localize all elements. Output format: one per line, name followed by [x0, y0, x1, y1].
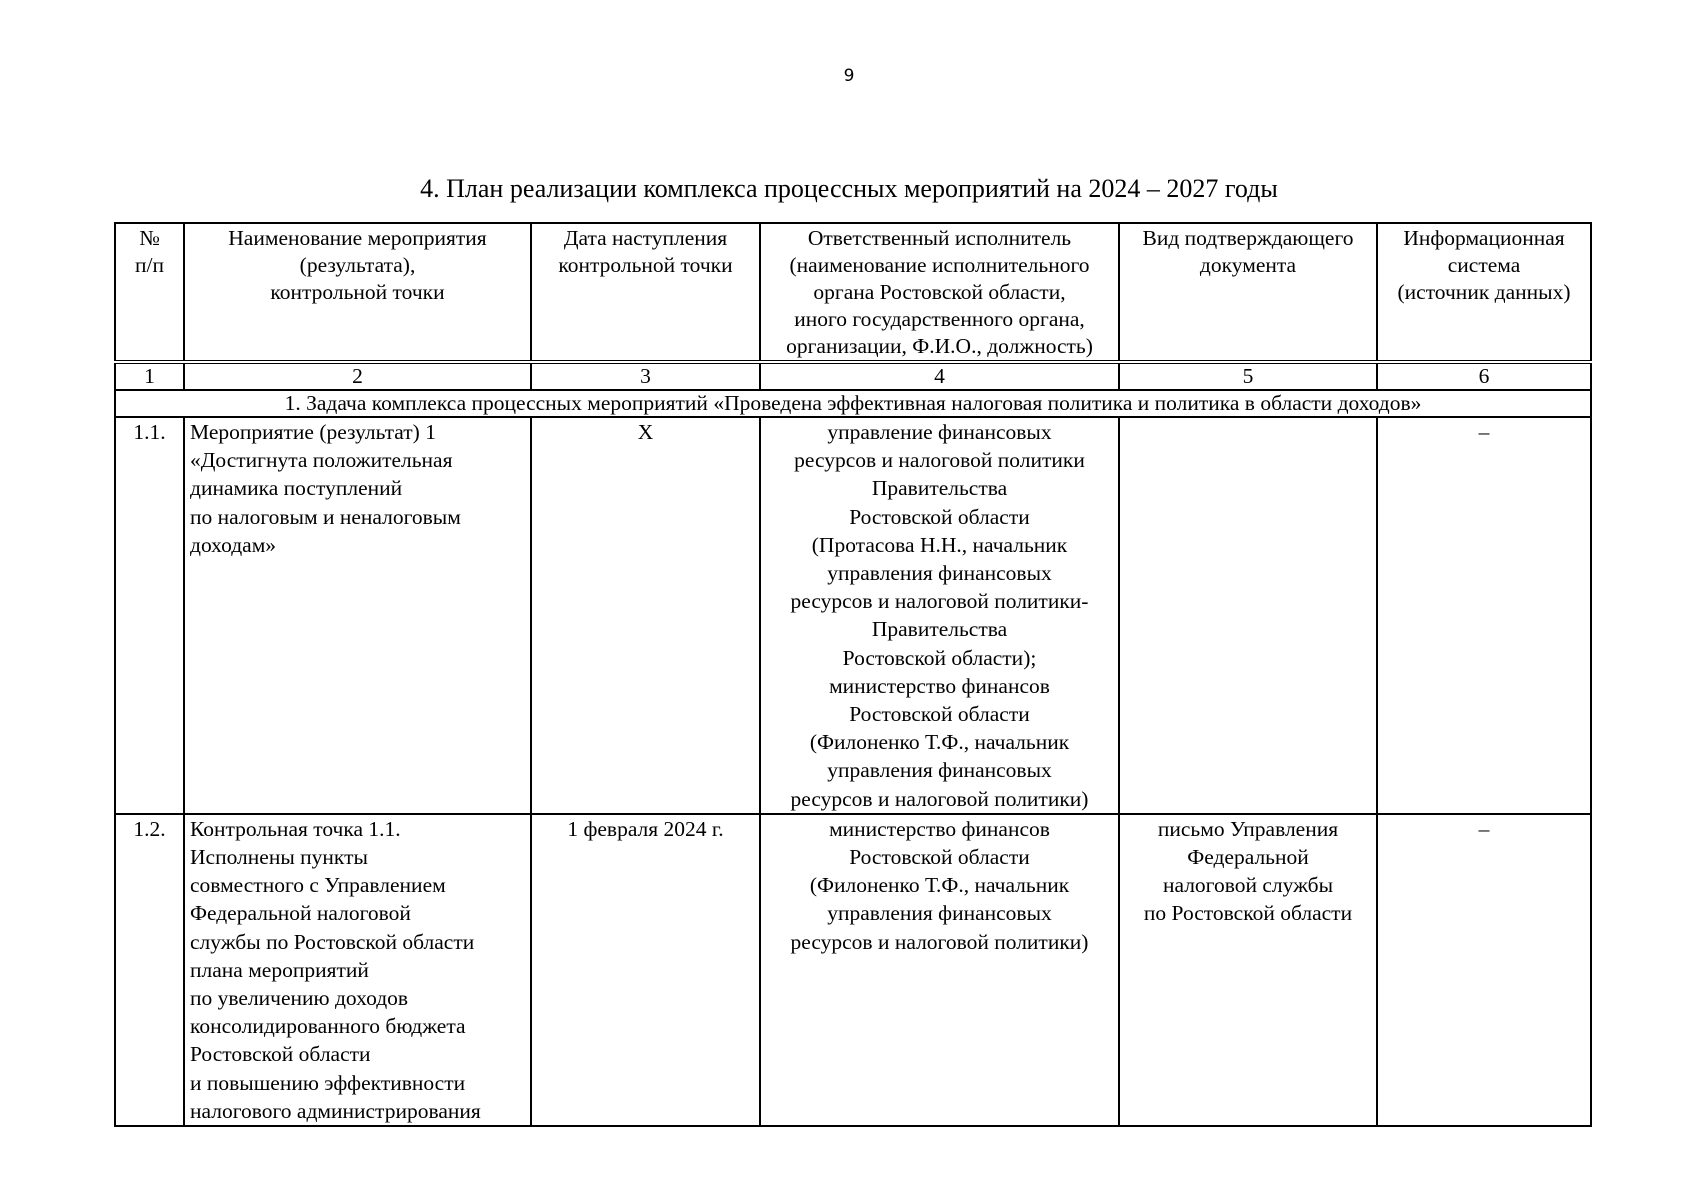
column-number-cell: 3 — [531, 362, 760, 390]
column-number-cell: 2 — [184, 362, 531, 390]
table-row — [115, 417, 1591, 814]
row-number: 1.1. — [115, 417, 184, 814]
page-number: 9 — [843, 66, 855, 86]
header-cell-system: Информационная система (источник данных) — [1377, 223, 1591, 362]
row-responsible: министерство финансов Ростовской области (Филоненко Т.Ф., начальник управления финансовых ресурсов и налоговой политики) — [760, 814, 1119, 1126]
table-header-row — [115, 223, 1591, 362]
table-row — [115, 814, 1591, 1126]
row-date: Х — [531, 417, 760, 814]
header-cell-responsible: Ответственный исполнитель (наименование исполнительного органа Ростовской области, иного государственного органа, организации, Ф.И.О., должность) — [760, 223, 1119, 362]
row-document: письмо Управления Федеральной налоговой службы по Ростовской области — [1119, 814, 1377, 1126]
column-number-cell: 1 — [115, 362, 184, 390]
header-cell-name: Наименование мероприятия (результата), контрольной точки — [184, 223, 531, 362]
section-title: 1. Задача комплекса процессных мероприятий «Проведена эффективная налоговая политика и политика в области доходов» — [115, 390, 1591, 417]
row-system: – — [1377, 814, 1591, 1126]
section-row — [115, 390, 1591, 417]
plan-table — [114, 222, 1592, 1127]
row-number: 1.2. — [115, 814, 184, 1126]
page-title: 4. План реализации комплекса процессных мероприятий на 2024 – 2027 годы — [420, 174, 1278, 203]
column-number-cell: 4 — [760, 362, 1119, 390]
header-cell-date: Дата наступления контрольной точки — [531, 223, 760, 362]
row-responsible: управление финансовых ресурсов и налоговой политики Правительства Ростовской области (Протасова Н.Н., начальник управления финансовых ресурсов и налоговой политики- Правительства Ростовской области); министерство финансов Ростовской области (Филоненко Т.Ф., начальник управления финансовых ресурсов и налоговой политики) — [760, 417, 1119, 814]
column-numbers-row — [115, 362, 1591, 390]
row-date: 1 февраля 2024 г. — [531, 814, 760, 1126]
column-number-cell: 5 — [1119, 362, 1377, 390]
column-number-cell: 6 — [1377, 362, 1591, 390]
header-cell-document: Вид подтверждающего документа — [1119, 223, 1377, 362]
row-name: Мероприятие (результат) 1 «Достигнута положительная динамика поступлений по налоговым и неналоговым доходам» — [184, 417, 531, 814]
row-name: Контрольная точка 1.1. Исполнены пункты совместного с Управлением Федеральной налоговой службы по Ростовской области плана мероприятий по увеличению доходов консолидированного бюджета Ростовской области и повышению эффективности налогового администрирования — [184, 814, 531, 1126]
row-document — [1119, 417, 1377, 814]
row-system: – — [1377, 417, 1591, 814]
header-cell-number: № п/п — [115, 223, 184, 362]
